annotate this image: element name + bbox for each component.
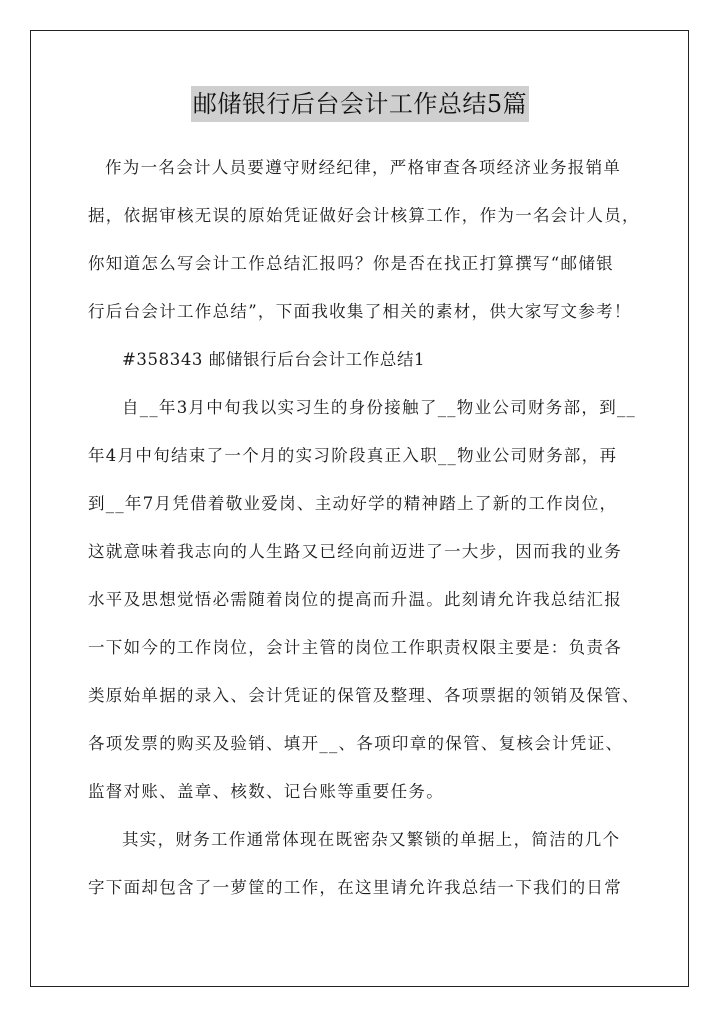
document-title: 邮储银行后台会计工作总结5篇: [191, 86, 529, 122]
body-line-11: 字下面却包含了一萝筐的工作，在这里请允许我总结一下我们的日常: [88, 878, 622, 897]
intro-line-4: 行后台会计工作总结”，下面我收集了相关的素材，供大家写文参考！: [88, 302, 632, 321]
body-line-6: 一下如今的工作岗位，会计主管的岗位工作职责权限主要是：负责各: [88, 638, 622, 657]
body-line-10: 其实，财务工作通常体现在既密杂又繁锁的单据上，简洁的几个: [122, 830, 621, 849]
body-line-5: 水平及思想觉悟必需随着岗位的提高而升温。此刻请允许我总结汇报: [88, 590, 622, 609]
body-line-9: 监督对账、盖章、核数、记台账等重要任务。: [88, 782, 444, 801]
intro-line-2: 据，依据审核无误的原始凭证做好会计核算工作，作为一名会计人员，: [88, 206, 640, 225]
title-wrapper: [0, 86, 720, 122]
body-line-7: 类原始单据的录入、会计凭证的保管及整理、各项票据的领销及保管、: [88, 686, 640, 705]
intro-line-3: 你知道怎么写会计工作总结汇报吗？你是否在找正打算撰写“邮储银: [88, 254, 614, 273]
intro-line-1: 作为一名会计人员要遵守财经纪律，严格审查各项经济业务报销单: [105, 158, 622, 177]
body-line-8: 各项发票的购买及验销、填开__、各项印章的保管、复核会计凭证、: [88, 734, 624, 753]
body-line-1: 自__年3月中旬我以实习生的身份接触了__物业公司财务部，到__: [122, 398, 637, 417]
body-line-2: 年4月中旬结束了一个月的实习阶段真正入职__物业公司财务部，再: [88, 446, 618, 465]
body-line-4: 这就意味着我志向的人生路又已经向前迈进了一大步，因而我的业务: [88, 542, 622, 561]
section-heading: #358343 邮储银行后台会计工作总结1: [122, 350, 426, 369]
body-line-3: 到__年7月凭借着敬业爱岗、主动好学的精神踏上了新的工作岗位，: [88, 494, 618, 513]
